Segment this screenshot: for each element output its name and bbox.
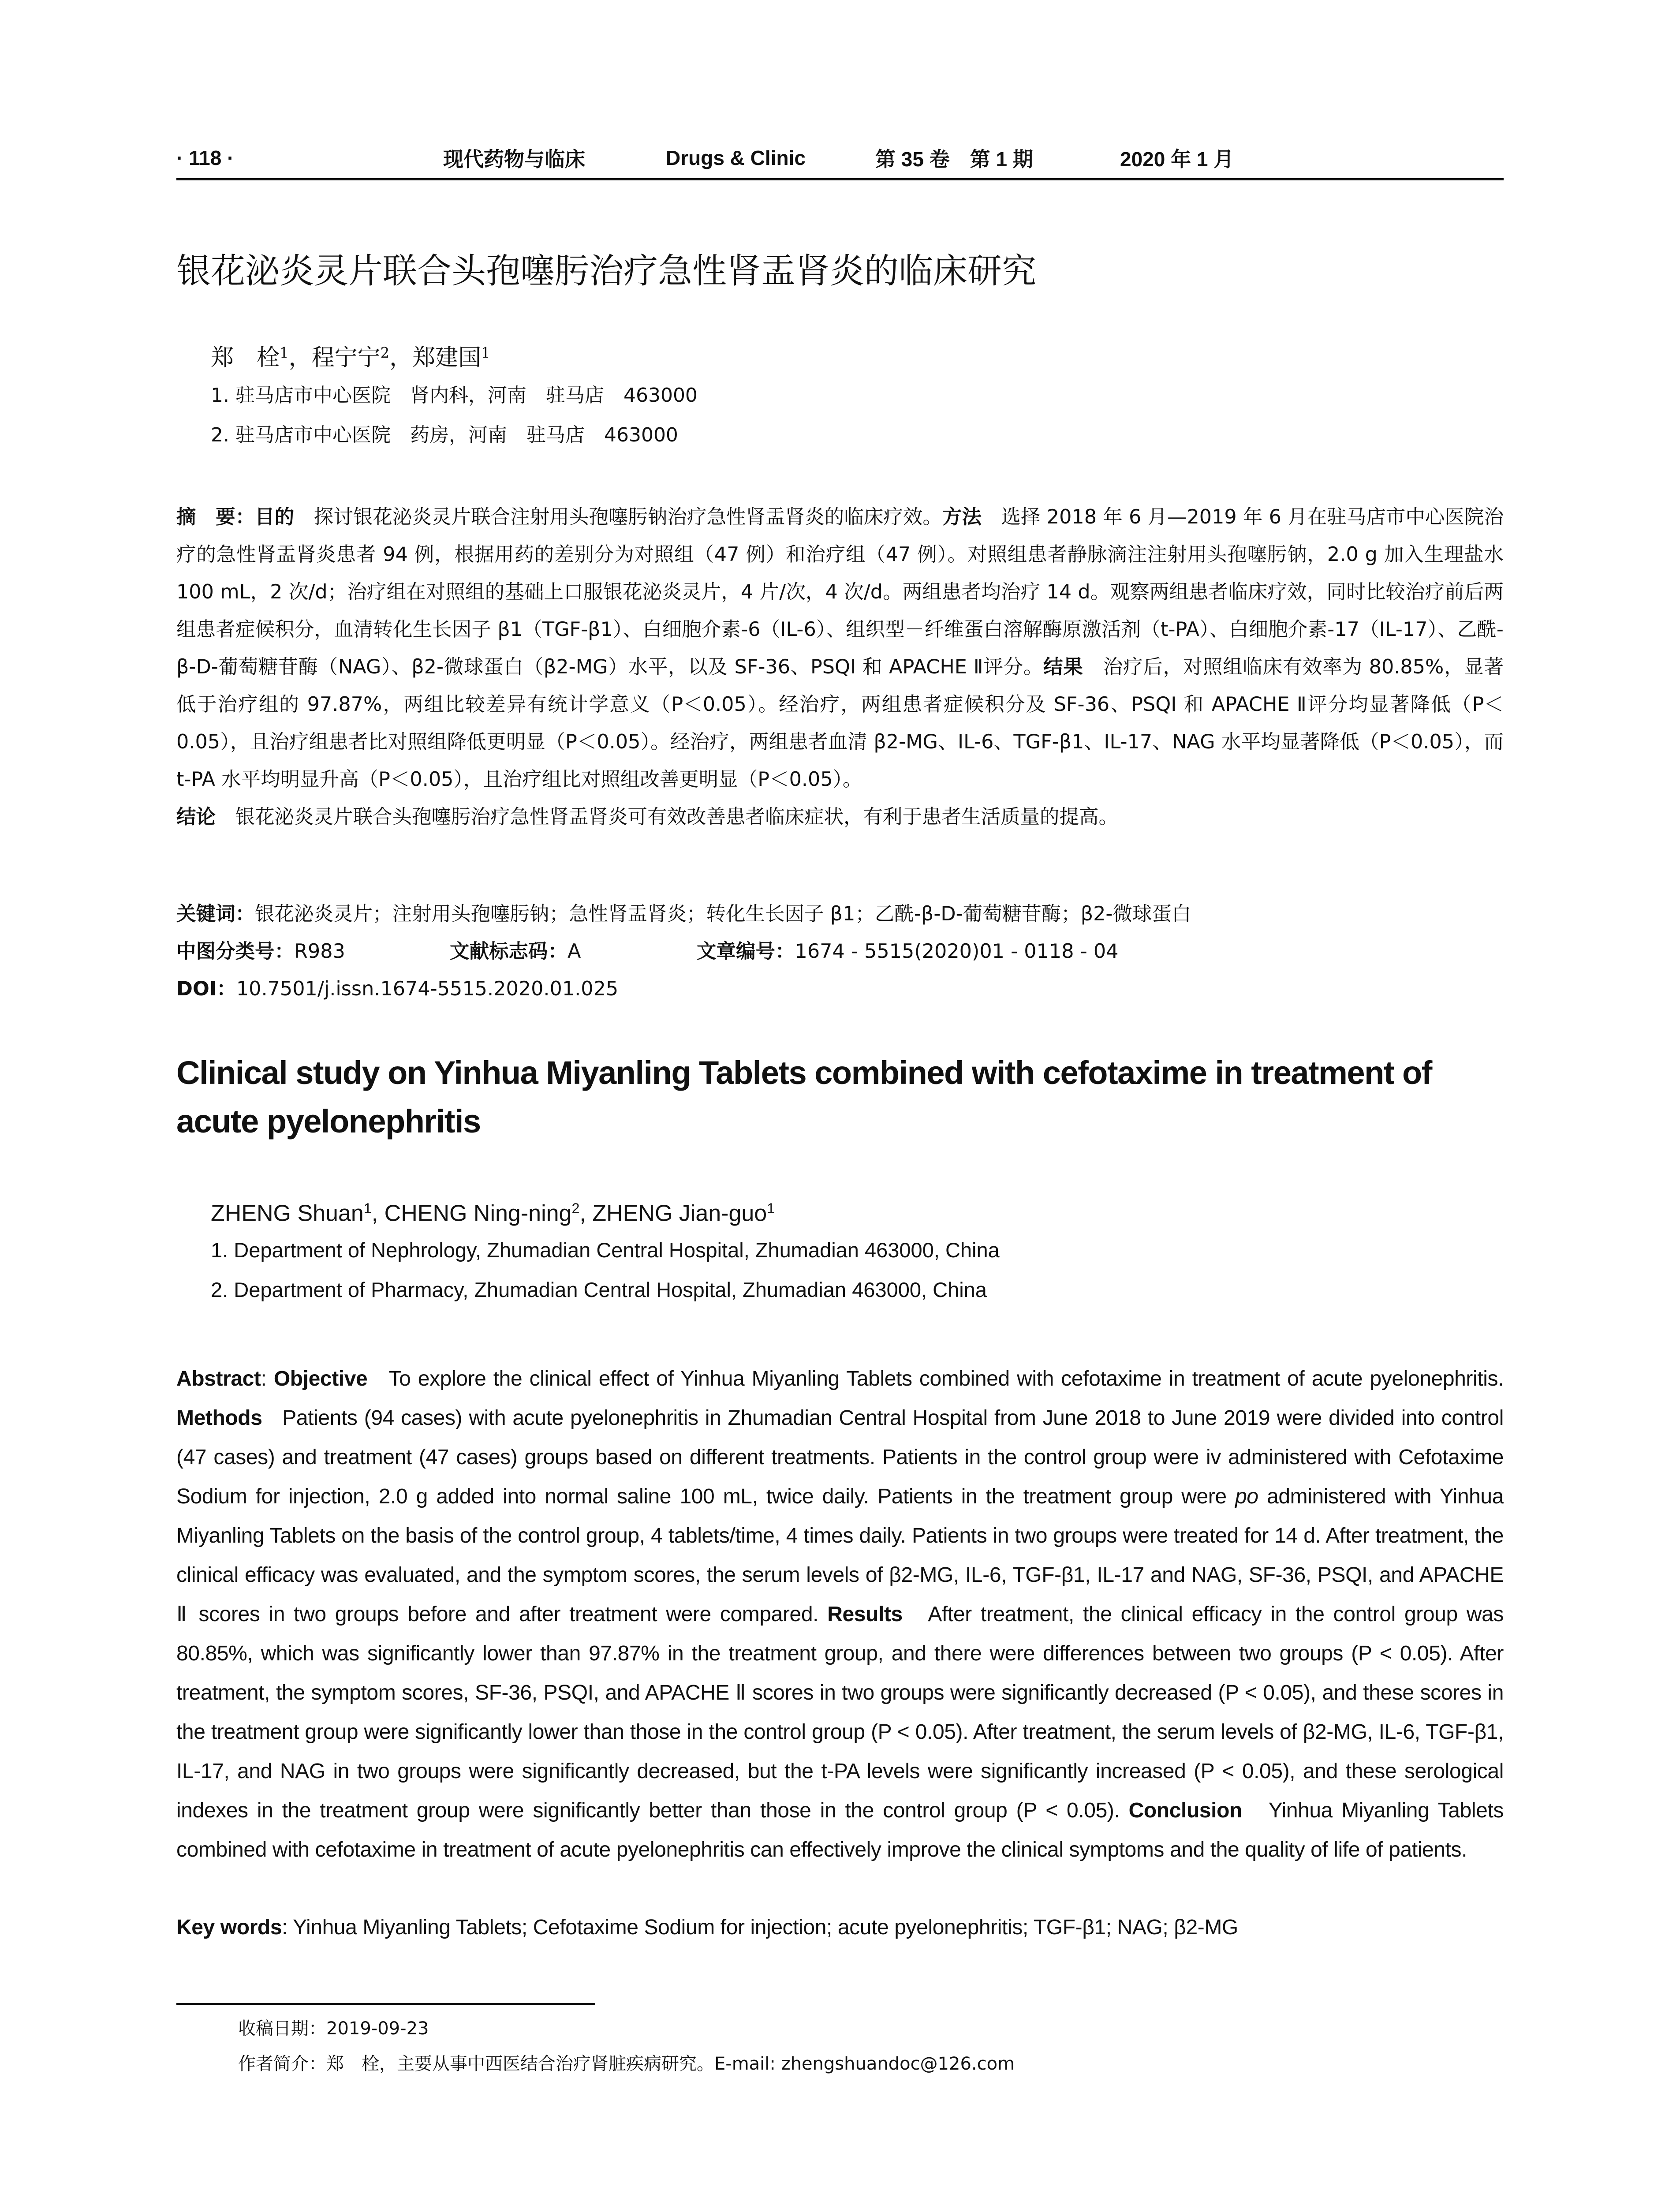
footnote-text: 郑 栓，主要从事中西医结合治疗肾脏疾病研究。E-mail: zhengshuandoc@126.com (326, 2054, 1015, 2074)
affiliation-cn: 2. 驻马店市中心医院 药房，河南 驻马店 463000 (211, 424, 678, 446)
issue-date: 2020 年 1 月 (1120, 148, 1234, 171)
conclusion-label: Conclusion (1128, 1799, 1242, 1822)
keywords-label: Key words (176, 1916, 282, 1939)
objective-label: Objective (273, 1367, 368, 1390)
journal-name-en: Drugs & Clinic (666, 146, 806, 169)
doc-code-label: 文献标志码： (450, 940, 568, 963)
objective-text: To explore the clinical effect of Yinhua Miyanling Tablets combined with cefotaxime in treatment of acute pyelonephritis. (388, 1367, 1504, 1390)
abstract-label: Abstract (176, 1367, 261, 1390)
author-affiliation-mark: 2 (571, 1200, 580, 1216)
page-number: · 118 · (176, 146, 234, 169)
results-text: After treatment, the clinical efficacy in the control group was 80.85%, which was significantly lower than 97.87% in the treatment group, and there were differences between two groups (P < 0.05). After treatment, the symptom scores, SF-36, PSQI, and APACHE Ⅱ scores in two groups were significantly decreased (P < 0.05), and these scores in the treatment group were significantly lower than those in the control group (P < 0.05). After treatment, the serum levels of β2-MG, IL-6, TGF-β1, IL-17, and NAG in two groups were significantly decreased, but the t-PA levels were significantly increased (P < 0.05), and these serological indexes in the treatment group were significantly better than those in the control group (P < 0.05). (176, 1603, 1504, 1822)
keywords-cn (176, 895, 1504, 933)
conclusion-text: 银花泌炎灵片联合头孢噻肟治疗急性肾盂肾炎可有效改善患者临床症状，有利于患者生活质量的提高。 (235, 806, 1119, 828)
methods-text: 选择 2018 年 6 月—2019 年 6 月在驻马店市中心医院治疗的急性肾盂肾炎患者 94 例，根据用药的差别分为对照组（47 例）和治疗组（47 例）。对照组患者静脉滴注注射用头孢噻肟钠，2.0 g 加入生理盐水 100 mL，2 次/d；治疗组在对照组的基础上口服银花泌炎灵片，4 片/次，4 次/d。两组患者均治疗 14 d。观察两组患者临床疗效，同时比较治疗前后两组患者症候积分，血清转化生长因子 β1（TGF-β1）、白细胞介素-6（IL-6）、组织型－纤维蛋白溶解酶原激活剂（t-PA）、白细胞介素-17（IL-17）、乙酰-β-D-葡萄糖苷酶（NAG）、β2-微球蛋白（β2-MG）水平，以及 SF-36、PSQI 和 APACHE Ⅱ评分。 (176, 506, 1504, 678)
keywords-en: Key words: Yinhua Miyanling Tablets; Cefotaxime Sodium for injection; acute pyelonephritis; TGF-β1; NAG; β2-MG (176, 1916, 1238, 1939)
doi-line (176, 970, 1504, 1008)
author-name: ZHENG Jian-guo (592, 1200, 767, 1226)
methods-label: 方法 (942, 506, 982, 528)
results-label: Results (827, 1603, 903, 1626)
affiliation-cn: 1. 驻马店市中心医院 肾内科，河南 驻马店 463000 (211, 384, 698, 407)
title-en: Clinical study on Yinhua Miyanling Tablets combined with cefotaxime in treatment of acute pyelonephritis (176, 1054, 1432, 1140)
abstract-cn (176, 498, 1504, 836)
objective-label: 目的 (255, 506, 295, 528)
footnote-author-bio (238, 2050, 1015, 2078)
running-header (176, 140, 1504, 176)
author-name: 程宁宁 (311, 344, 381, 371)
abstract-label: 摘 要： (176, 506, 255, 528)
doc-code-value: A (567, 940, 581, 963)
author-name: CHENG Ning-ning (384, 1200, 572, 1226)
conclusion-label: 结论 (176, 806, 216, 828)
objective-text: 探讨银花泌炎灵片联合注射用头孢噻肟钠治疗急性肾盂肾炎的临床疗效。 (314, 506, 942, 528)
results-label: 结果 (1043, 656, 1083, 678)
clc-value: R983 (294, 940, 345, 963)
author-affiliation-mark: 1 (767, 1200, 775, 1216)
author-name: ZHENG Shuan (211, 1200, 364, 1226)
affiliation-en: 1. Department of Nephrology, Zhumadian Central Hospital, Zhumadian 463000, China (211, 1238, 1000, 1262)
journal-name-cn: 现代药物与临床 (443, 147, 585, 171)
keywords-label: 关键词： (176, 903, 255, 925)
results-text: 治疗后，对照组临床有效率为 80.85%，显著低于治疗组的 97.87%，两组比较差异有统计学意义（P＜0.05）。经治疗，两组患者症候积分及 SF-36、PSQI 和 APACHE Ⅱ评分均显著降低（P＜0.05），且治疗组患者比对照组降低更明显（P＜0.05）。经治疗，两组患者血清 β2-MG、IL-6、TGF-β1、IL-17、NAG 水平均显著降低（P＜0.05），而 t-PA 水平均明显升高（P＜0.05），且治疗组比对照组改善更明显（P＜0.05）。 (176, 656, 1504, 791)
author-name: 郑建国 (412, 344, 482, 371)
footnote-received-date (238, 2014, 429, 2043)
doi-value: 10.7501/j.issn.1674-5515.2020.01.025 (236, 978, 619, 1000)
keywords-text: Yinhua Miyanling Tablets; Cefotaxime Sodium for injection; acute pyelonephritis; TGF-β1; NAG; β2-MG (293, 1916, 1238, 1939)
title-cn: 银花泌炎灵片联合头孢噻肟治疗急性肾盂肾炎的临床研究 (176, 251, 1037, 291)
classification-line (176, 933, 1504, 970)
methods-route-po: po (1235, 1485, 1258, 1508)
clc-label: 中图分类号： (176, 940, 295, 963)
footnote-label: 作者简介： (238, 2054, 326, 2074)
doi-label: DOI： (176, 978, 236, 1000)
article-number-value: 1674 - 5515(2020)01 - 0118 - 04 (795, 940, 1119, 963)
volume-issue: 第 35 卷 第 1 期 (875, 148, 1033, 171)
footnote-text: 2019-09-23 (326, 2018, 429, 2039)
affiliation-en: 2. Department of Pharmacy, Zhumadian Central Hospital, Zhumadian 463000, China (211, 1278, 987, 1301)
author-name: 郑 栓 (211, 344, 280, 371)
article-number-label: 文章编号： (697, 940, 795, 963)
methods-label: Methods (176, 1406, 262, 1430)
keywords-text: 银花泌炎灵片；注射用头孢噻肟钠；急性肾盂肾炎；转化生长因子 β1；乙酰-β-D-葡萄糖苷酶；β2-微球蛋白 (255, 903, 1191, 925)
header-rule (176, 178, 1504, 180)
footnote-label: 收稿日期： (238, 2018, 326, 2039)
methods-text-cont: administered with Yinhua Miyanling Tablets on the basis of the control group, 4 tablets/time, 4 times daily. Patients in two groups were treated for 14 d. After treatment, the clinical efficacy was evaluated, and the symptom scores, the serum levels of β2-MG, IL-6, TGF-β1, IL-17 and NAG, SF-36, PSQI, and APACHE Ⅱ scores in two groups before and after treatment were compared. (176, 1485, 1504, 1626)
authors-en: ZHENG Shuan$^1$, CHENG Ning-ning$^2$, ZHENG Jian-guo$^1$ (211, 1200, 775, 1226)
methods-text: Patients (94 cases) with acute pyelonephritis in Zhumadian Central Hospital from June 2018 to June 2019 were divided into control (47 cases) and treatment (47 cases) groups based on different treatments. Patients in the control group were iv administered with Cefotaxime Sodium for injection, 2.0 g added into normal saline 100 mL, twice daily. Patients in the treatment group were (176, 1406, 1504, 1508)
abstract-en: Abstract: Objective To explore the clinical effect of Yinhua Miyanling Tablets combined with cefotaxime in treatment of acute pyelonephritis. Methods Patients (94 cases) with acute pyelonephritis in Zhumadian Central Hospital from June 2018 to June 2019 were divided into control (47 cases) and treatment (47 cases) groups based on different treatments. Patients in the control group were iv administered with Cefotaxime Sodium for injection, 2.0 g added into normal saline 100 mL, twice daily. Patients in the treatment group were po administered with Yinhua Miyanling Tablets on the basis of the control group, 4 tablets/time, 4 times daily. Patients in two groups were treated for 14 d. After treatment, the clinical efficacy was evaluated, and the symptom scores, the serum levels of β2-MG, IL-6, TGF-β1, IL-17 and NAG, SF-36, PSQI, and APACHE Ⅱ scores in two groups before and after treatment were compared. Results After treatment, the clinical efficacy in the control group was 80.85%, which was significantly lower than 97.87% in the treatment group, and there were differences between two groups (P < 0.05). After treatment, the symptom scores, SF-36, PSQI, and APACHE Ⅱ scores in two groups were significantly decreased (P < 0.05), and these scores in the treatment group were significantly lower than those in the control group (P < 0.05). After treatment, the serum levels of β2-MG, IL-6, TGF-β1, IL-17, and NAG in two groups were significantly decreased, but the t-PA levels were significantly increased (P < 0.05), and these serological indexes in the treatment group were significantly better than those in the control group (P < 0.05). Conclusion Yinhua Miyanling Tablets combined with cefotaxime in treatment of acute pyelonephritis can effectively improve the clinical symptoms and the quality of life of patients. (176, 1367, 1504, 1861)
authors-cn: 郑 栓$^1$，程宁宁$^2$，郑建国$^1$ (211, 344, 490, 371)
author-affiliation-mark: 1 (280, 344, 289, 361)
author-affiliation-mark: 2 (380, 344, 390, 361)
author-affiliation-mark: 1 (363, 1200, 372, 1216)
footnote-rule (176, 2003, 595, 2005)
conclusion-text: Yinhua Miyanling Tablets combined with cefotaxime in treatment of acute pyelonephritis can effectively improve the clinical symptoms and the quality of life of patients. (176, 1799, 1504, 1861)
author-affiliation-mark: 1 (481, 344, 490, 361)
